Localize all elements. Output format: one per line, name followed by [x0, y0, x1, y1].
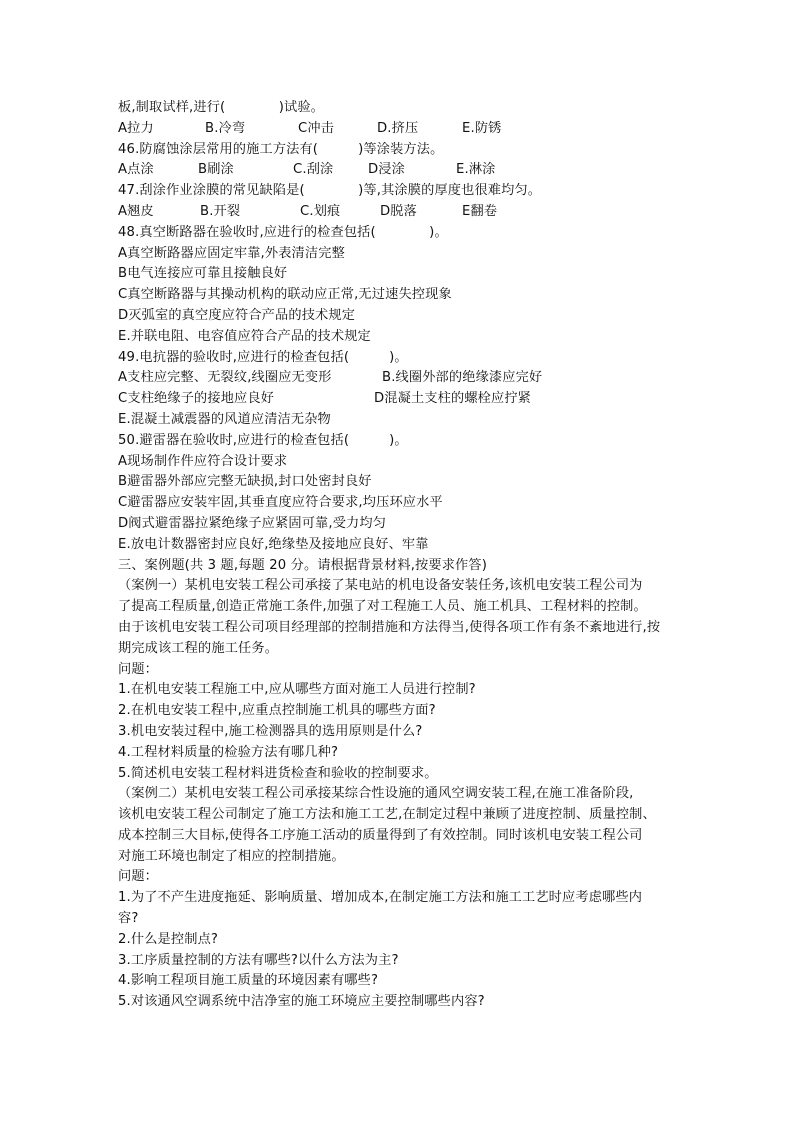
- text-line: 3.工序质量控制的方法有哪些?以什么方法为主?: [118, 952, 399, 968]
- text-line: 49.电抗器的验收时,应进行的检查包括( )。: [118, 349, 408, 365]
- text-line: 问题：: [118, 661, 159, 677]
- option-row: [118, 368, 718, 389]
- text-line: 期完成该工程的施工任务。: [118, 640, 279, 656]
- text-line: 1.为了不产生进度拖延、影响质量、增加成本,在制定施工方法和施工工艺时应考虑哪些内: [118, 890, 643, 906]
- option-row: [118, 160, 718, 181]
- option-item: D.挤压: [377, 120, 419, 136]
- option-item: D浸涂: [368, 162, 405, 178]
- text-line: D灭弧室的真空度应符合产品的技术规定: [118, 307, 356, 323]
- option-row: [118, 202, 718, 223]
- text-line: 5.简述机电安装工程材料进货检查和验收的控制要求。: [118, 765, 438, 781]
- text-line: 对施工环境也制定了相应的控制措施。: [118, 848, 345, 864]
- text-line: B避雷器外部应完整无缺损,封口处密封良好: [118, 474, 372, 490]
- option-item: B.冷弯: [205, 120, 246, 136]
- text-line: 3.机电安装过程中,施工检测器具的选用原则是什么?: [118, 723, 423, 739]
- text-line: 由于该机电安装工程公司项目经理部的控制措施和方法得当,使得各项工作有条不紊地进行,按: [118, 619, 661, 635]
- option-item: D脱落: [380, 203, 417, 219]
- text-line: B电气连接应可靠且接触良好: [118, 266, 288, 282]
- text-line: E.放电计数器密封应良好,绝缘垫及接地应良好、牢靠: [118, 536, 429, 552]
- text-line: A真空断路器应固定牢靠,外表清洁完整: [118, 245, 345, 261]
- option-item: B.开裂: [200, 203, 241, 219]
- text-line: 4.影响工程项目施工质量的环境因素有哪些?: [118, 973, 379, 989]
- text-line: 板,制取试样,进行( )试验。: [118, 100, 324, 115]
- option-row: [118, 389, 718, 410]
- option-item: E.防锈: [462, 120, 502, 136]
- option-item: A翘皮: [118, 203, 154, 219]
- option-item: A拉力: [118, 120, 154, 136]
- text-line: 50.避雷器在验收时,应进行的检查包括( )。: [118, 432, 408, 448]
- text-line: E.混凝土减震器的风道应清洁无杂物: [118, 411, 331, 427]
- text-line: D阀式避雷器拉紧绝缘子应紧固可靠,受力均匀: [118, 515, 387, 531]
- text-line: 5.对该通风空调系统中洁净室的施工环境应主要控制哪些内容?: [118, 994, 485, 1010]
- text-line: 容?: [118, 911, 139, 927]
- option-item: B刷涂: [198, 162, 234, 178]
- text-line: 2.什么是控制点?: [118, 931, 219, 947]
- text-line: 46.防腐蚀涂层常用的施工方法有( )等涂装方法。: [118, 141, 444, 157]
- text-line: A现场制作件应符合设计要求: [118, 453, 288, 469]
- text-line: C真空断路器与其操动机构的联动应正常,无过速失控现象: [118, 287, 452, 303]
- text-line: 4.工程材料质量的检验方法有哪几种?: [118, 744, 339, 760]
- option-item: E翻卷: [462, 203, 498, 219]
- option-item: C.刮涂: [293, 162, 334, 178]
- option-row: [118, 119, 718, 140]
- option-item: A点涂: [118, 162, 154, 178]
- option-item: B.线圈外部的绝缘漆应完好: [382, 370, 543, 386]
- text-line: 该机电安装工程公司制定了施工方法和施工工艺,在制定过程中兼顾了进度控制、质量控制、: [118, 807, 656, 823]
- option-item: E.淋涂: [456, 162, 496, 178]
- text-line: 成本控制三大目标,使得各工序施工活动的质量得到了有效控制。同时该机电安装工程公司: [118, 827, 643, 843]
- text-line: （案例一）某机电安装工程公司承接了某电站的机电设备安装任务,该机电安装工程公司为: [118, 578, 643, 594]
- text-line: 了提高工程质量,创造正常施工条件,加强了对工程施工人员、施工机具、工程材料的控制。: [118, 599, 647, 615]
- option-item: D混凝土支柱的螺栓应拧紧: [374, 391, 532, 407]
- option-item: C冲击: [298, 120, 335, 136]
- option-item: C.划痕: [300, 203, 341, 219]
- text-line: 2.在机电安装工程中,应重点控制施工机具的哪些方面?: [118, 703, 436, 719]
- option-item: C支柱绝缘子的接地应良好: [118, 391, 275, 407]
- text-line: 三、案例题(共 3 题,每题 20 分。请根据背景材料,按要求作答): [118, 557, 488, 573]
- text-line: （案例二）某机电安装工程公司承接某综合性设施的通风空调安装工程,在施工准备阶段,: [118, 786, 634, 802]
- text-line: 48.真空断路器在验收时,应进行的检查包括( )。: [118, 224, 448, 240]
- text-line: 1.在机电安装工程施工中,应从哪些方面对施工人员进行控制?: [118, 682, 476, 698]
- text-line: 问题：: [118, 869, 159, 885]
- option-item: A支柱应完整、无裂纹,线圈应无变形: [118, 370, 332, 386]
- text-line: C避雷器应安装牢固,其垂直度应符合要求,均压环应水平: [118, 495, 443, 511]
- text-line: 47.刮涂作业涂膜的常见缺陷是( )等,其涂膜的厚度也很难均匀。: [118, 183, 542, 199]
- document-body: [118, 98, 718, 1013]
- text-line: E.并联电阻、电容值应符合产品的技术规定: [118, 328, 371, 344]
